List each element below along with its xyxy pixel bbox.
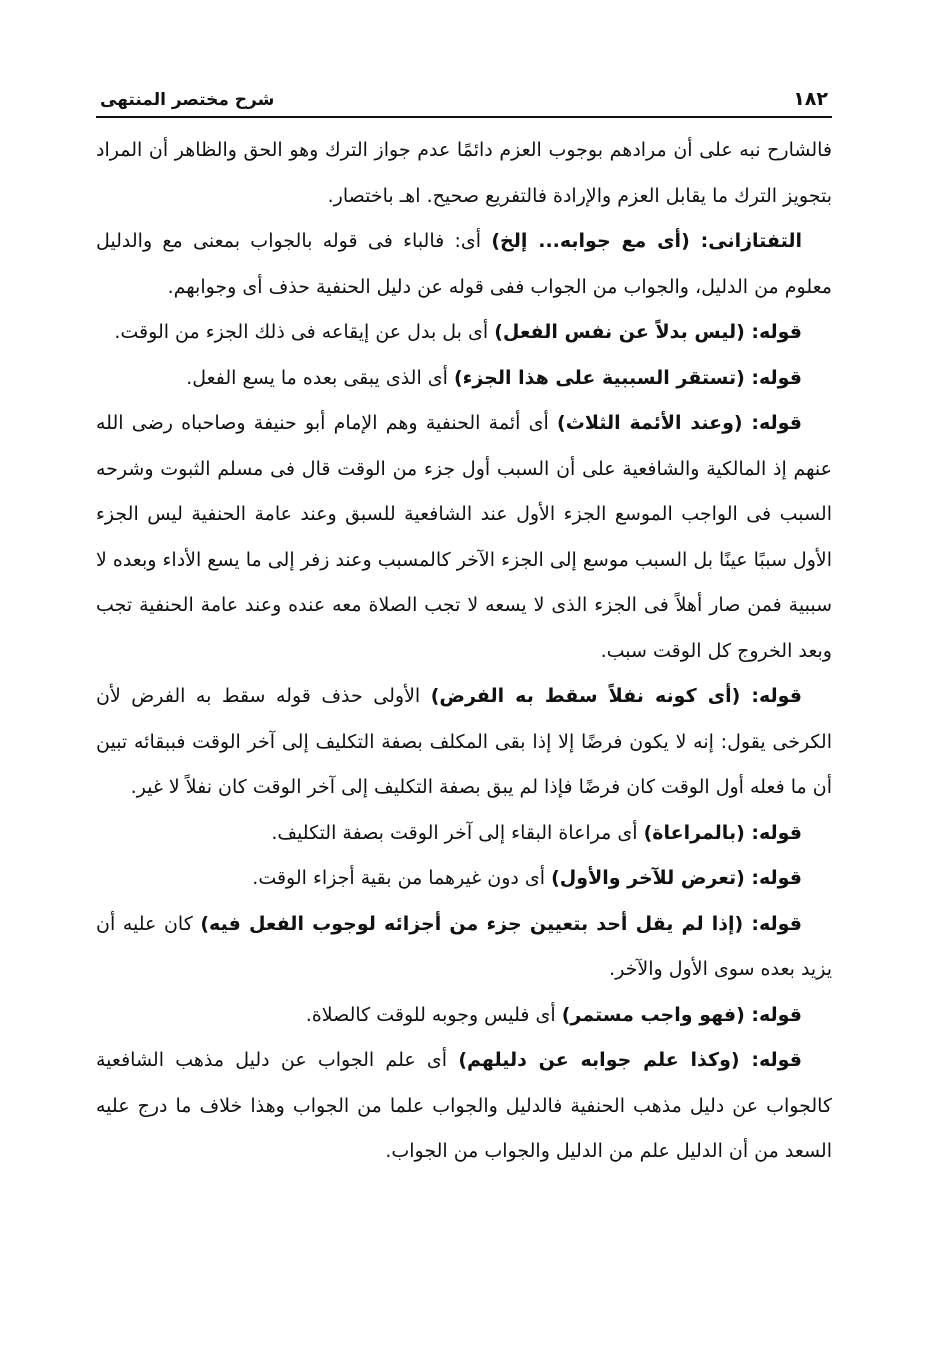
paragraph-text: أى فليس وجوبه للوقت كالصلاة. [305, 1003, 562, 1026]
paragraph-7 [96, 811, 832, 857]
paragraph-5 [96, 401, 832, 674]
paragraph-3 [96, 310, 832, 356]
paragraph-text: الأولى حذف قوله سقط به الفرض لأن الكرخى يقول: إنه لا يكون فرضًا إلا إذا بقى المكلف بصفة التكليف إلى آخر الوقت فببقائه تبين أن ما فعله أول الوقت كان فرضًا فإذا لم يبق بصفة التكليف إلى آخر الوقت كان نفلاً لا غير. [96, 685, 832, 798]
paragraph-lead: قوله: (وعند الأئمة الثلاث) [557, 412, 802, 434]
paragraph-text: أى الذى يبقى بعده ما يسع الفعل. [186, 366, 454, 389]
page-body [96, 128, 832, 1175]
paragraph-text: أى أئمة الحنفية وهم الإمام أبو حنيفة وصاحباه رضى الله عنهم إذ المالكية والشافعية على أن السبب أول جزء من الوقت قال فى مسلم الثبوت وشرحه السبب فى الواجب الموسع الجزء الأول عند الشافعية للسبق وعند عامة الحنفية ليس الجزء الأول سببًا عينًا بل السبب موسع إلى الجزء الآخر كالمسبب وعند زفر إلى ما يسع الأداء وبعده لا سببية فمن صار أهلاً فى الجزء الذى لا يسعه لا تجب الصلاة معه عنده وعند عامة الحنفية تجب وبعد الخروج كل الوقت سبب. [96, 412, 832, 662]
paragraph-6 [96, 674, 832, 811]
paragraph-lead: قوله: (فهو واجب مستمر) [561, 1003, 802, 1026]
paragraph-text: أى دون غيرهما من بقية أجزاء الوقت. [252, 867, 552, 889]
paragraph-lead: قوله: (إذا لم يقل أحد بتعيين جزء من أجزائه لوجوب الفعل فيه) [200, 912, 802, 935]
paragraph-text: أى بل بدل عن إيقاعه فى ذلك الجزء من الوقت. [114, 321, 495, 343]
book-title: شرح مختصر المنتهى [100, 90, 275, 110]
paragraph-text: فالشارح نبه على أن مرادهم بوجوب العزم دائمًا عدم جواز الترك وهو الحق والظاهر أن المراد بتجويز الترك ما يقابل العزم والإرادة فالتفريع صحيح. اهـ باختصار. [96, 139, 832, 207]
page-number: ١٨٢ [793, 88, 828, 110]
paragraph-lead: قوله: (وكذا علم جوابه عن دليلهم) [458, 1049, 802, 1071]
paragraph-8 [96, 856, 832, 902]
paragraph-lead: قوله: (ليس بدلاً عن نفس الفعل) [494, 321, 802, 343]
paragraph-text: أى علم الجواب عن دليل مذهب الشافعية كالجواب عن دليل مذهب الحنفية فالدليل والجواب علما من الجواب وهذا خلاف ما درج عليه السعد من أن الدليل علم من الدليل والجواب من الجواب. [96, 1049, 832, 1162]
paragraph-lead: التفتازانى: (أى مع جوابه... إلخ) [491, 230, 802, 252]
paragraph-lead: قوله: (أى كونه نفلاً سقط به الفرض) [430, 685, 802, 707]
running-header [96, 88, 832, 118]
paragraph-text: أى مراعاة البقاء إلى آخر الوقت بصفة التكليف. [271, 821, 644, 844]
paragraph-lead: قوله: (بالمراعاة) [643, 821, 802, 844]
paragraph-text: أى: فالباء فى قوله بالجواب بمعنى مع والدليل معلوم من الدليل، والجواب من الجواب ففى قوله عن دليل الحنفية حذف أى وجوابهم. [96, 230, 832, 298]
paragraph-2 [96, 219, 832, 310]
paragraph-11 [96, 1038, 832, 1175]
paragraph-10 [96, 993, 832, 1039]
paragraph-lead: قوله: (تستقر السببية على هذا الجزء) [453, 366, 802, 389]
paragraph-1 [96, 128, 832, 219]
paragraph-4 [96, 356, 832, 402]
paragraph-text: كان عليه أن يزيد بعده سوى الأول والآخر. [96, 912, 832, 980]
paragraph-lead: قوله: (تعرض للآخر والأول) [551, 867, 802, 889]
paragraph-9 [96, 902, 832, 993]
